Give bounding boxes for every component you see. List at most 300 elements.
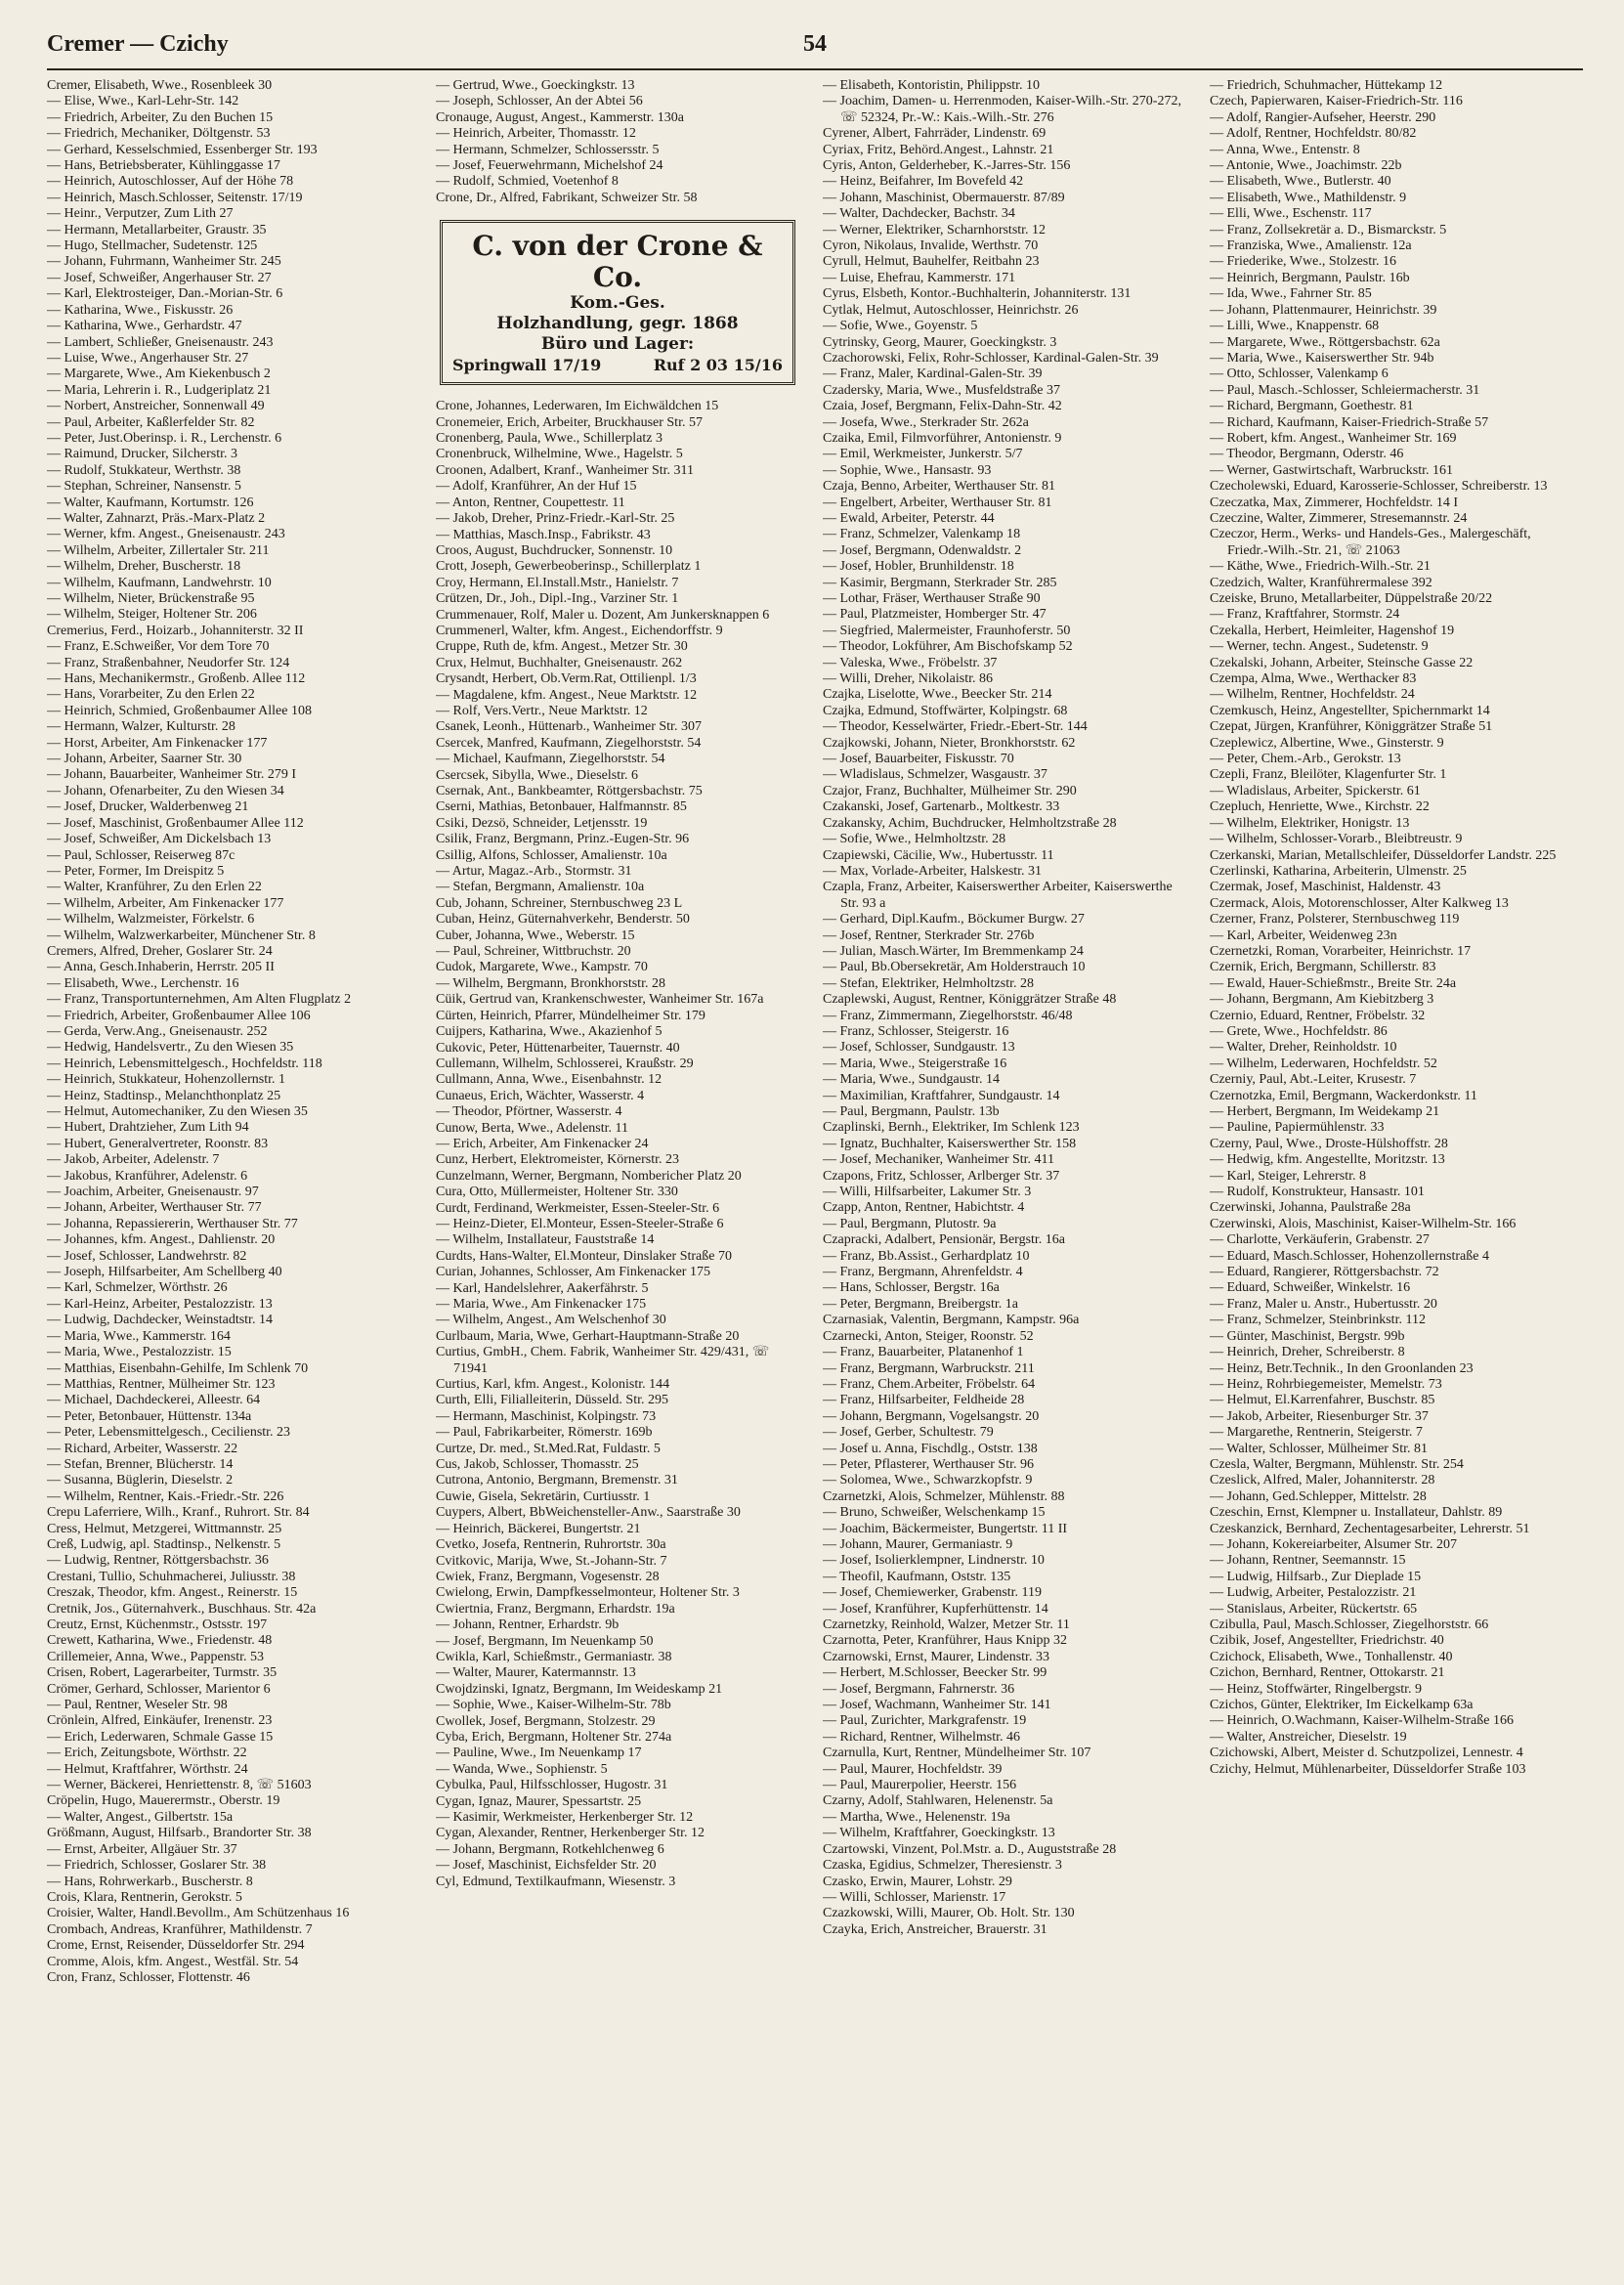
directory-entry: Cserni, Mathias, Betonbauer, Halfmannstr. 85: [436, 799, 687, 815]
directory-entry: — Franz, Chem.Arbeiter, Fröbelstr. 64: [823, 1376, 1036, 1392]
directory-entry: — Friedrich, Schuhmacher, Hüttekamp 12: [1210, 78, 1443, 93]
directory-entry: — Paul, Rentner, Weseler Str. 98: [47, 1698, 228, 1713]
directory-entry: — Martha, Wwe., Helenenstr. 19a: [823, 1809, 1010, 1825]
directory-entry: — Heinrich, Schmied, Großenbaumer Allee 108: [47, 703, 312, 718]
directory-entry: — Anna, Gesch.Inhaberin, Herrstr. 205 II: [47, 960, 275, 975]
directory-entry: Czech, Papierwaren, Kaiser-Friedrich-Str. 116: [1210, 94, 1463, 109]
directory-entry: — Karl, Handelslehrer, Aakerfährstr. 5: [436, 1280, 649, 1296]
column-2: [436, 78, 799, 2277]
directory-entry: — Max, Vorlade-Arbeiter, Halskestr. 31: [823, 863, 1043, 879]
directory-entry: Csilik, Franz, Bergmann, Prinz.-Eugen-Str. 96: [436, 832, 690, 847]
directory-entry: Cwollek, Josef, Bergmann, Stolzestr. 29: [436, 1713, 656, 1729]
directory-entry: Cronauge, August, Angest., Kammerstr. 130a: [436, 109, 684, 125]
directory-entry: — Franz, E.Schweißer, Vor dem Tore 70: [47, 639, 270, 655]
directory-entry: — Eduard, Schweißer, Winkelstr. 16: [1210, 1280, 1411, 1296]
directory-entry: — Karl, Schmelzer, Wörthstr. 26: [47, 1280, 228, 1296]
directory-entry: Crewett, Katharina, Wwe., Friedenstr. 48: [47, 1633, 273, 1649]
directory-entry: Czazkowski, Willi, Maurer, Ob. Holt. Str. 130: [823, 1906, 1075, 1921]
directory-entry: — Heinrich, Bergmann, Paulstr. 16b: [1210, 270, 1410, 285]
directory-entry: — Theodor, Kesselwärter, Friedr.-Ebert-Str. 144: [823, 719, 1088, 735]
directory-entry: — Wilhelm, Bergmann, Bronkhorststr. 28: [436, 975, 665, 991]
directory-entry: Crillemeier, Anna, Wwe., Pappenstr. 53: [47, 1649, 264, 1664]
directory-entry: — Paul, Platzmeister, Homberger Str. 47: [823, 607, 1047, 623]
directory-entry: Cybulka, Paul, Hilfsschlosser, Hugostr. 31: [436, 1778, 668, 1793]
directory-entry: Czapp, Anton, Rentner, Habichtstr. 4: [823, 1200, 1025, 1216]
directory-entry: Czernio, Eduard, Rentner, Fröbelstr. 32: [1210, 1008, 1426, 1023]
directory-entry: Cyron, Nikolaus, Invalide, Werthstr. 70: [823, 238, 1039, 254]
directory-entry: — Jakob, Arbeiter, Adelenstr. 7: [47, 1152, 220, 1168]
directory-entry: Crummenauer, Rolf, Maler u. Dozent, Am Junkersknappen 6: [436, 607, 770, 623]
directory-entry: — Ludwig, Rentner, Röttgersbachstr. 36: [47, 1553, 269, 1569]
directory-entry: — Karl, Elektrosteiger, Dan.-Morian-Str. 6: [47, 286, 283, 302]
directory-entry: Curtius, GmbH., Chem. Fabrik, Wanheimer Str. 429/431, ☏ 71941: [436, 1345, 770, 1376]
directory-entry: — Josef u. Anna, Fischdlg., Oststr. 138: [823, 1441, 1038, 1456]
directory-entry: Crois, Klara, Rentnerin, Gerokstr. 5: [47, 1889, 242, 1905]
directory-entry: Czaika, Emil, Filmvorführer, Antonienstr. 9: [823, 430, 1062, 446]
directory-entry: — Hans, Rohrwerkarb., Buscherstr. 8: [47, 1874, 253, 1889]
directory-entry: Crome, Ernst, Reisender, Düsseldorfer Str. 294: [47, 1938, 305, 1954]
directory-entry: Czemkusch, Heinz, Angestellter, Spichernmarkt 14: [1210, 703, 1490, 718]
directory-entry: Croisier, Walter, Handl.Bevollm., Am Schützenhaus 16: [47, 1906, 350, 1921]
directory-entry: — Johann, Arbeiter, Werthauser Str. 77: [47, 1200, 262, 1216]
directory-entry: — Josef, Schlosser, Landwehrstr. 82: [47, 1248, 247, 1264]
ad-phone: Ruf 2 03 15/16: [653, 356, 783, 375]
directory-entry: Czarnetzky, Reinhold, Walzer, Metzer Str. 11: [823, 1617, 1070, 1632]
directory-entry: — Peter, Former, Im Dreispitz 5: [47, 863, 225, 879]
directory-entry: Curth, Elli, Filialleiterin, Düsseld. Str. 295: [436, 1393, 668, 1408]
directory-entry: — Franz, Schmelzer, Valenkamp 18: [823, 527, 1021, 542]
directory-entry: — Peter, Bergmann, Breibergstr. 1a: [823, 1296, 1018, 1312]
directory-entry: — Paul, Maurerpolier, Heerstr. 156: [823, 1778, 1017, 1793]
directory-entry: — Josef, Chemiewerker, Grabenstr. 119: [823, 1585, 1043, 1601]
directory-entry: — Hubert, Generalvertreter, Roonstr. 83: [47, 1136, 269, 1151]
directory-entry: — Helmut, Automechaniker, Zu den Wiesen 35: [47, 1104, 308, 1119]
directory-entry: — Maria, Wwe., Pestalozzistr. 15: [47, 1345, 232, 1360]
directory-entry: — Hermann, Metallarbeiter, Graustr. 35: [47, 222, 267, 237]
directory-entry: — Johann, Kokereiarbeiter, Alsumer Str. 207: [1210, 1536, 1457, 1552]
directory-entry: Cyris, Anton, Gelderheber, K.-Jarres-Str. 156: [823, 158, 1071, 174]
page-header: [47, 29, 1583, 70]
directory-entry: Cyriax, Fritz, Behörd.Angest., Lahnstr. 21: [823, 142, 1054, 157]
directory-entry: — Stefan, Elektriker, Helmholtzstr. 28: [823, 975, 1035, 991]
directory-entry: — Matthias, Eisenbahn-Gehilfe, Im Schlenk 70: [47, 1360, 309, 1376]
directory-entry: Czeiske, Bruno, Metallarbeiter, Düppelstraße 20/22: [1210, 591, 1493, 606]
directory-entry: — Franziska, Wwe., Amalienstr. 12a: [1210, 238, 1412, 254]
directory-entry: — Stanislaus, Arbeiter, Rückertstr. 65: [1210, 1601, 1418, 1617]
directory-entry: — Pauline, Papiermühlenstr. 33: [1210, 1120, 1385, 1136]
directory-entry: Csercek, Manfred, Kaufmann, Ziegelhorststr. 54: [436, 735, 702, 751]
directory-entry: Czermack, Alois, Motorenschlosser, Alter Kalkweg 13: [1210, 895, 1509, 911]
directory-entry: — Paul, Schlosser, Reiserweg 87c: [47, 847, 235, 863]
directory-entry: — Lothar, Fräser, Werthauser Straße 90: [823, 591, 1041, 606]
directory-entry: Czayka, Erich, Anstreicher, Brauerstr. 31: [823, 1921, 1047, 1937]
directory-entry: Creszak, Theodor, kfm. Angest., Reinerstr. 15: [47, 1585, 298, 1601]
directory-entry: Czedzich, Walter, Kranführermalese 392: [1210, 575, 1432, 590]
directory-entry: Csanek, Leonh., Hüttenarb., Wanheimer Str. 307: [436, 719, 702, 735]
directory-entry: Crone, Johannes, Lederwaren, Im Eichwäldchen 15: [436, 399, 719, 414]
directory-entry: — Franz, Zollsekretär a. D., Bismarckstr. 5: [1210, 222, 1447, 237]
directory-entry: — Eduard, Masch.Schlosser, Hohenzollernstraße 4: [1210, 1248, 1489, 1264]
directory-entry: — Franz, Maler, Kardinal-Galen-Str. 39: [823, 366, 1043, 382]
directory-entry: — Johannes, kfm. Angest., Dahlienstr. 20: [47, 1232, 276, 1248]
directory-entry: — Gerhard, Dipl.Kaufm., Böckumer Burgw. 27: [823, 912, 1085, 927]
running-title: Cremer — Czichy: [47, 31, 229, 57]
directory-entry: Cygan, Alexander, Rentner, Herkenberger Str. 12: [436, 1826, 705, 1841]
directory-entry: — Hermann, Maschinist, Kolpingstr. 73: [436, 1408, 657, 1424]
directory-entry: Creutz, Ernst, Küchenmstr., Ostsstr. 197: [47, 1617, 268, 1632]
directory-entry: Cunow, Berta, Wwe., Adelenstr. 11: [436, 1120, 629, 1136]
directory-entry: — Erich, Arbeiter, Am Finkenacker 24: [436, 1136, 649, 1151]
directory-entry: Cunaeus, Erich, Wächter, Wasserstr. 4: [436, 1088, 645, 1103]
directory-entry: — Josef, Schweißer, Am Dickelsbach 13: [47, 832, 272, 847]
directory-entry: — Erich, Zeitungsbote, Wörthstr. 22: [47, 1746, 247, 1761]
directory-entry: Czarnulla, Kurt, Rentner, Mündelheimer Str. 107: [823, 1746, 1091, 1761]
column-1: [47, 78, 410, 2277]
directory-entry: Czarnasiak, Valentin, Bergmann, Kampstr. 96a: [823, 1313, 1080, 1328]
directory-entry: — Wilhelm, Lederwaren, Hochfeldstr. 52: [1210, 1056, 1437, 1071]
directory-entry: — Matthias, Rentner, Mülheimer Str. 123: [47, 1376, 276, 1392]
ad-company-type: Kom.-Ges.: [570, 293, 665, 314]
directory-entry: Crummenerl, Walter, kfm. Angest., Eichendorffstr. 9: [436, 623, 723, 638]
directory-entry: — Lambert, Schließer, Gneisenaustr. 243: [47, 334, 274, 350]
directory-entry: Cyrus, Elsbeth, Kontor.-Buchhalterin, Johanniterstr. 131: [823, 286, 1132, 302]
directory-entry: — Franz, Bergmann, Ahrenfeldstr. 4: [823, 1265, 1023, 1280]
directory-entry: — Josef, Bergmann, Fahrnerstr. 36: [823, 1681, 1015, 1697]
directory-entry: Czasko, Erwin, Maurer, Lohstr. 29: [823, 1874, 1012, 1889]
directory-entry: — Johann, Plattenmaurer, Heinrichstr. 39: [1210, 302, 1437, 318]
directory-entry: Czernotzka, Emil, Bergmann, Wackerdonkstr. 11: [1210, 1088, 1477, 1103]
directory-entry: — Willi, Schlosser, Marienstr. 17: [823, 1889, 1006, 1905]
directory-entry: Czapracki, Adalbert, Pensionär, Bergstr. 16a: [823, 1232, 1066, 1248]
directory-entry: Cunzelmann, Werner, Bergmann, Nombericher Platz 20: [436, 1168, 742, 1184]
directory-entry: — Paul, Bergmann, Paulstr. 13b: [823, 1104, 1000, 1119]
directory-entry: Czakanski, Josef, Gartenarb., Moltkestr. 33: [823, 799, 1060, 815]
directory-entry: Cretnik, Jos., Güternahverk., Buschhaus. Str. 42a: [47, 1601, 317, 1617]
directory-entry: — Josef, Rentner, Sterkrader Str. 276b: [823, 927, 1035, 943]
directory-entry: — Ewald, Hauer-Schießmstr., Breite Str. 24a: [1210, 975, 1457, 991]
directory-entry: — Josef, Feuerwehrmann, Michelshof 24: [436, 158, 663, 174]
directory-entry: — Franz, Maler u. Anstr., Hubertusstr. 20: [1210, 1296, 1437, 1312]
directory-entry: — Horst, Arbeiter, Am Finkenacker 177: [47, 735, 268, 751]
directory-entry: — Franz, Kraftfahrer, Stormstr. 24: [1210, 607, 1400, 623]
directory-entry: — Sofie, Wwe., Helmholtzstr. 28: [823, 832, 1006, 847]
ad-office-label: Büro und Lager:: [540, 334, 695, 355]
directory-entry: Czarnecki, Anton, Steiger, Roonstr. 52: [823, 1328, 1034, 1344]
directory-entry: — Maria, Wwe., Kammerstr. 164: [47, 1328, 231, 1344]
page-number: 54: [803, 31, 827, 57]
directory-entry: — Richard, Rentner, Wilhelmstr. 46: [823, 1729, 1020, 1745]
directory-entry: — Sophie, Wwe., Hansastr. 93: [823, 462, 992, 478]
directory-entry: Crux, Helmut, Buchhalter, Gneisenaustr. 262: [436, 655, 683, 670]
directory-entry: — Heinrich, Lebensmittelgesch., Hochfeldstr. 118: [47, 1056, 322, 1071]
directory-entry: — Antonie, Wwe., Joachimstr. 22b: [1210, 158, 1402, 174]
directory-entry: — Franz, Bauarbeiter, Platanenhof 1: [823, 1345, 1024, 1360]
directory-entry: — Walter, Zahnarzt, Präs.-Marx-Platz 2: [47, 510, 266, 526]
directory-entry: — Adolf, Kranführer, An der Huf 15: [436, 479, 637, 495]
directory-entry: — Richard, Arbeiter, Wasserstr. 22: [47, 1441, 238, 1456]
directory-entry: — Karl-Heinz, Arbeiter, Pestalozzistr. 13: [47, 1296, 273, 1312]
directory-entry: Crisen, Robert, Lagerarbeiter, Turmstr. 35: [47, 1665, 278, 1681]
directory-entry: — Margarete, Wwe., Am Kiekenbusch 2: [47, 366, 271, 382]
directory-entry: — Walter, Dreher, Reinholdstr. 10: [1210, 1040, 1397, 1056]
directory-entry: Cronenberg, Paula, Wwe., Schillerplatz 3: [436, 431, 662, 447]
directory-entry: — Wilhelm, Steiger, Holtener Str. 206: [47, 607, 257, 623]
directory-entry: — Josef, Gerber, Schultestr. 79: [823, 1425, 994, 1441]
directory-entry: Csercsek, Sibylla, Wwe., Dieselstr. 6: [436, 767, 638, 783]
directory-entry: — Katharina, Wwe., Gerhardstr. 47: [47, 319, 242, 334]
directory-entry: — Wilhelm, Arbeiter, Am Finkenacker 177: [47, 895, 284, 911]
directory-entry: — Friederike, Wwe., Stolzestr. 16: [1210, 254, 1397, 270]
ad-company-name: C. von der Crone & Co.: [472, 230, 763, 294]
directory-entry: — Heinrich, Masch.Schlosser, Seitenstr. 17/19: [47, 190, 303, 205]
directory-entry: — Franz, Schlosser, Steigerstr. 16: [823, 1023, 1009, 1039]
directory-entry: — Hans, Mechanikermstr., Großenb. Allee 112: [47, 671, 306, 687]
directory-entry: Czerkanski, Marian, Metallschleifer, Düsseldorfer Landstr. 225: [1210, 847, 1557, 863]
directory-entry: Crömer, Gerhard, Schlosser, Marientor 6: [47, 1681, 271, 1697]
directory-entry: Czeschin, Ernst, Klempner u. Installateur, Dahlstr. 89: [1210, 1505, 1503, 1521]
directory-entry: — Friedrich, Arbeiter, Zu den Buchen 15: [47, 109, 274, 125]
directory-entry: — Maria, Wwe., Steigerstraße 16: [823, 1056, 1007, 1071]
directory-entry: — Margarete, Wwe., Röttgersbachstr. 62a: [1210, 334, 1440, 350]
directory-entry: Croonen, Adalbert, Kranf., Wanheimer Str. 311: [436, 462, 695, 478]
directory-entry: — Ernst, Arbeiter, Allgäuer Str. 37: [47, 1841, 237, 1857]
directory-entry: — Charlotte, Verkäuferin, Grabenstr. 27: [1210, 1232, 1430, 1248]
directory-entry: — Käthe, Wwe., Friedrich-Wilh.-Str. 21: [1210, 559, 1431, 575]
directory-entry: — Elisabeth, Wwe., Lerchenstr. 16: [47, 975, 239, 991]
directory-entry: Cuypers, Albert, BbWeichensteller-Anw., Saarstraße 30: [436, 1505, 741, 1521]
directory-entry: — Richard, Kaufmann, Kaiser-Friedrich-Straße 57: [1210, 414, 1489, 430]
directory-entry: — Josef, Schlosser, Sundgaustr. 13: [823, 1040, 1015, 1056]
directory-entry: Cuijpers, Katharina, Wwe., Akazienhof 5: [436, 1024, 662, 1040]
directory-entry: Cub, Johann, Schreiner, Sternbuschweg 23 L: [436, 895, 683, 911]
directory-entry: Czarnotta, Peter, Kranführer, Haus Knipp 32: [823, 1633, 1068, 1649]
directory-entry: — Stefan, Brenner, Blücherstr. 14: [47, 1456, 234, 1472]
directory-entry: Crombach, Andreas, Kranführer, Mathildenstr. 7: [47, 1921, 313, 1937]
directory-entry: — Otto, Schlosser, Valenkamp 6: [1210, 366, 1389, 382]
directory-entry: Czekalla, Herbert, Heimleiter, Hagenshof 19: [1210, 623, 1455, 638]
directory-entry: — Maria, Lehrerin i. R., Ludgeriplatz 21: [47, 382, 272, 398]
directory-entry: Czepli, Franz, Bleilöter, Klagenfurter Str. 1: [1210, 767, 1447, 783]
directory-entry: — Ludwig, Dachdecker, Weinstadtstr. 14: [47, 1313, 273, 1328]
directory-entry: Crestani, Tullio, Schuhmacherei, Juliusstr. 38: [47, 1569, 296, 1584]
directory-entry: Czichon, Bernhard, Rentner, Ottokarstr. 21: [1210, 1665, 1445, 1681]
directory-entry: Cvetko, Josefa, Rentnerin, Ruhrortstr. 30a: [436, 1537, 666, 1553]
directory-entry: Czarnowski, Ernst, Maurer, Lindenstr. 33: [823, 1649, 1049, 1664]
directory-entry: — Franz, Zimmermann, Ziegelhorststr. 46/48: [823, 1008, 1073, 1023]
directory-entry: Cutrona, Antonio, Bergmann, Bremenstr. 31: [436, 1473, 678, 1488]
directory-entry: — Magdalene, kfm. Angest., Neue Marktstr. 12: [436, 687, 698, 703]
directory-entry: Crönlein, Alfred, Einkäufer, Irenenstr. 23: [47, 1713, 273, 1729]
directory-entry: Csiki, Dezsö, Schneider, Letjensstr. 19: [436, 815, 648, 831]
directory-entry: — Franz, Transportunternehmen, Am Alten Flugplatz 2: [47, 992, 352, 1008]
directory-entry: Cwielong, Erwin, Dampfkesselmonteur, Holtener Str. 3: [436, 1585, 740, 1601]
directory-entry: — Rudolf, Konstrukteur, Hansastr. 101: [1210, 1185, 1425, 1200]
directory-entry: — Wilhelm, Arbeiter, Zillertaler Str. 211: [47, 542, 270, 558]
directory-entry: Czarny, Adolf, Stahlwaren, Helenenstr. 5a: [823, 1793, 1053, 1809]
directory-entry: — Walter, Anstreicher, Dieselstr. 19: [1210, 1729, 1407, 1745]
directory-entry: Curdt, Ferdinand, Werkmeister, Essen-Steeler-Str. 6: [436, 1200, 720, 1216]
directory-entry: — Johann, Bergmann, Vogelsangstr. 20: [823, 1408, 1040, 1424]
directory-entry: Cremerius, Ferd., Hoizarb., Johanniterstr. 32 II: [47, 623, 304, 638]
directory-entry: — Wanda, Wwe., Sophienstr. 5: [436, 1761, 608, 1777]
directory-entry: — Kasimir, Werkmeister, Herkenberger Str. 12: [436, 1810, 694, 1825]
directory-entry: — Hubert, Drahtzieher, Zum Lith 94: [47, 1120, 249, 1136]
directory-entry: Cukovic, Peter, Hüttenarbeiter, Tauernstr. 40: [436, 1040, 680, 1056]
directory-entry: — Elisabeth, Wwe., Butlerstr. 40: [1210, 174, 1391, 190]
directory-entry: — Franz, Schmelzer, Steinbrinkstr. 112: [1210, 1313, 1426, 1328]
directory-entry: — Werner, kfm. Angest., Gneisenaustr. 243: [47, 527, 285, 542]
directory-entry: — Paul, Zurichter, Markgrafenstr. 19: [823, 1713, 1027, 1729]
directory-entry: — Herbert, M.Schlosser, Beecker Str. 99: [823, 1665, 1047, 1681]
directory-entry: — Friedrich, Schlosser, Goslarer Str. 38: [47, 1858, 267, 1874]
directory-entry: — Franz, Hilfsarbeiter, Feldheide 28: [823, 1393, 1025, 1408]
directory-entry: Cremers, Alfred, Dreher, Goslarer Str. 24: [47, 943, 273, 959]
directory-entry: — Josef, Isolierklempner, Lindnerstr. 10: [823, 1553, 1045, 1569]
directory-entry: Czajka, Liselotte, Wwe., Beecker Str. 214: [823, 687, 1052, 703]
directory-entry: — Josef, Bergmann, Im Neuenkamp 50: [436, 1633, 654, 1649]
directory-entry: — Margarethe, Rentnerin, Steigerstr. 7: [1210, 1425, 1423, 1441]
directory-entry: Czerny, Paul, Wwe., Droste-Hülshoffstr. 28: [1210, 1136, 1448, 1151]
directory-entry: — Lilli, Wwe., Knappenstr. 68: [1210, 319, 1380, 334]
directory-entry: Cus, Jakob, Schlosser, Thomasstr. 25: [436, 1457, 639, 1473]
directory-entry: — Paul, Bergmann, Plutostr. 9a: [823, 1216, 997, 1231]
directory-entry: Cronemeier, Erich, Arbeiter, Bruckhauser Str. 57: [436, 414, 703, 430]
directory-entry: Csillig, Alfons, Schlosser, Amalienstr. 10a: [436, 847, 667, 863]
directory-entry: — Stefan, Bergmann, Amalienstr. 10a: [436, 880, 645, 895]
directory-entry: — Walter, Angest., Gilbertstr. 15a: [47, 1809, 234, 1825]
directory-entry: — Elisabeth, Wwe., Mathildenstr. 9: [1210, 190, 1407, 205]
directory-entry: Czibulla, Paul, Masch.Schlosser, Ziegelhorststr. 66: [1210, 1617, 1489, 1632]
directory-entry: — Josef, Bauarbeiter, Fiskusstr. 70: [823, 752, 1014, 767]
directory-entry: — Joseph, Hilfsarbeiter, Am Schellberg 40: [47, 1265, 282, 1280]
directory-entry: Czerwinski, Alois, Maschinist, Kaiser-Wilhelm-Str. 166: [1210, 1216, 1517, 1231]
directory-entry: Cyba, Erich, Bergmann, Holtener Str. 274a: [436, 1729, 672, 1745]
directory-entry: — Heinrich, Dreher, Schreiberstr. 8: [1210, 1345, 1405, 1360]
directory-entry: — Hans, Schlosser, Bergstr. 16a: [823, 1280, 1000, 1296]
directory-entry: Cürten, Heinrich, Pfarrer, Mündelheimer Str. 179: [436, 1008, 705, 1023]
directory-entry: — Walter, Dachdecker, Bachstr. 34: [823, 206, 1015, 222]
directory-entry: — Pauline, Wwe., Im Neuenkamp 17: [436, 1746, 642, 1761]
directory-entry: Cyl, Edmund, Textilkaufmann, Wiesenstr. 3: [436, 1874, 676, 1889]
directory-entry: — Erich, Lederwaren, Schmale Gasse 15: [47, 1729, 274, 1745]
directory-entry: — Adolf, Rangier-Aufseher, Heerstr. 290: [1210, 109, 1436, 125]
directory-entry: — Julian, Masch.Wärter, Im Bremmenkamp 24: [823, 943, 1084, 959]
directory-entry: — Josef, Hobler, Brunhildenstr. 18: [823, 559, 1014, 575]
directory-entry: — Anton, Rentner, Coupettestr. 11: [436, 495, 625, 510]
directory-entry: — Johann, Arbeiter, Saarner Str. 30: [47, 752, 242, 767]
directory-entry: — Gertrud, Wwe., Goeckingkstr. 13: [436, 78, 635, 93]
directory-entry: — Hermann, Walzer, Kulturstr. 28: [47, 719, 235, 735]
directory-entry: Cuwie, Gisela, Sekretärin, Curtiusstr. 1: [436, 1488, 651, 1504]
directory-entry: — Ida, Wwe., Fahrner Str. 85: [1210, 286, 1372, 302]
directory-entry: — Wilhelm, Nieter, Brückenstraße 95: [47, 591, 255, 606]
directory-entry: — Theodor, Lokführer, Am Bischofskamp 52: [823, 639, 1073, 655]
directory-entry: — Peter, Just.Oberinsp. i. R., Lerchenstr. 6: [47, 430, 282, 446]
directory-entry: — Ignatz, Buchhalter, Kaiserswerther Str. 158: [823, 1136, 1077, 1151]
directory-entry: — Jakobus, Kranführer, Adelenstr. 6: [47, 1168, 248, 1184]
directory-entry: — Rudolf, Stukkateur, Werthstr. 38: [47, 462, 241, 478]
directory-entry: — Heinz, Rohrbiegemeister, Memelstr. 73: [1210, 1376, 1442, 1392]
directory-entry: Cwiek, Franz, Bergmann, Vogesenstr. 28: [436, 1569, 660, 1584]
directory-entry: Cyrener, Albert, Fahrräder, Lindenstr. 69: [823, 126, 1047, 142]
directory-entry: — Helmut, El.Karrenfahrer, Buschstr. 85: [1210, 1393, 1435, 1408]
directory-entry: Czartowski, Vinzent, Pol.Mstr. a. D., Auguststraße 28: [823, 1841, 1117, 1857]
directory-entry: — Paul, Schreiner, Wittbruchstr. 20: [436, 944, 631, 960]
directory-entry: Cüik, Gertrud van, Krankenschwester, Wanheimer Str. 167a: [436, 992, 764, 1008]
directory-entry: — Ewald, Arbeiter, Peterstr. 44: [823, 510, 995, 526]
directory-entry: — Wilhelm, Rentner, Kais.-Friedr.-Str. 226: [47, 1488, 284, 1504]
directory-entry: — Wilhelm, Angest., Am Welschenhof 30: [436, 1313, 666, 1328]
directory-entry: Cronenbruck, Wilhelmine, Wwe., Hagelstr. 5: [436, 447, 683, 462]
directory-entry: — Rolf, Vers.Vertr., Neue Marktstr. 12: [436, 703, 648, 718]
directory-entry: — Bruno, Schweißer, Welschenkamp 15: [823, 1505, 1046, 1521]
directory-entry: Cwojdzinski, Ignatz, Bergmann, Im Weideskamp 21: [436, 1681, 723, 1697]
directory-entry: — Susanna, Büglerin, Dieselstr. 2: [47, 1473, 234, 1488]
directory-entry: Czecholewski, Eduard, Karosserie-Schlosser, Schreiberstr. 13: [1210, 479, 1548, 495]
directory-entry: Czapons, Fritz, Schlosser, Arlberger Str. 37: [823, 1168, 1060, 1184]
directory-entry: — Elisabeth, Kontoristin, Philippstr. 10: [823, 78, 1041, 93]
directory-entry: — Werner, Gastwirtschaft, Warbruckstr. 161: [1210, 462, 1453, 478]
directory-entry: — Luise, Wwe., Angerhauser Str. 27: [47, 350, 249, 366]
directory-entry: — Heinrich, Autoschlosser, Auf der Höhe 78: [47, 174, 294, 190]
directory-entry: Czerwinski, Johanna, Paulstraße 28a: [1210, 1200, 1411, 1216]
directory-entry: — Wilhelm, Walzwerkarbeiter, Münchener Str. 8: [47, 927, 316, 943]
directory-entry: — Heinr., Verputzer, Zum Lith 27: [47, 206, 234, 222]
directory-entry: Crott, Joseph, Gewerbeoberinsp., Schillerplatz 1: [436, 559, 702, 575]
directory-entry: — Willi, Hilfsarbeiter, Lakumer Str. 3: [823, 1185, 1032, 1200]
directory-entry: Cudok, Margarete, Wwe., Kampstr. 70: [436, 960, 648, 975]
directory-entry: — Wilhelm, Installateur, Fauststraße 14: [436, 1232, 655, 1248]
directory-entry: — Johanna, Repassiererin, Werthauser Str. 77: [47, 1216, 298, 1231]
directory-entry: — Adolf, Rentner, Hochfeldstr. 80/82: [1210, 126, 1417, 142]
directory-entry: — Paul, Masch.-Schlosser, Schleiermacherstr. 31: [1210, 382, 1480, 398]
directory-entry: — Paul, Arbeiter, Kaßlerfelder Str. 82: [47, 414, 255, 430]
directory-entry: — Sofie, Wwe., Goyenstr. 5: [823, 319, 978, 334]
directory-entry: Czarnetzki, Alois, Schmelzer, Mühlenstr. 88: [823, 1488, 1065, 1504]
directory-entry: — Heinz, Betr.Technik., In den Groonlanden 23: [1210, 1360, 1474, 1376]
directory-entry: — Maria, Wwe., Kaiserswerther Str. 94b: [1210, 350, 1434, 366]
directory-entry: — Wilhelm, Walzmeister, Förkelstr. 6: [47, 912, 255, 927]
directory-entry: Czepluch, Henriette, Wwe., Kirchstr. 22: [1210, 799, 1430, 815]
directory-entry: — Walter, Maurer, Katermannstr. 13: [436, 1665, 636, 1681]
directory-entry: — Johann, Bauarbeiter, Wanheimer Str. 279 I: [47, 767, 297, 783]
directory-entry: Cwiertnia, Franz, Bergmann, Erhardstr. 19a: [436, 1601, 675, 1617]
directory-entry: Czajor, Franz, Buchhalter, Mülheimer Str. 290: [823, 783, 1077, 798]
directory-entry: Czapla, Franz, Arbeiter, Kaiserswerther Arbeiter, Kaiserswerthe Str. 93 a: [823, 880, 1173, 911]
directory-entry: — Franz, Straßenbahner, Neudorfer Str. 124: [47, 655, 290, 670]
directory-entry: — Johann, Maurer, Germaniastr. 9: [823, 1536, 1013, 1552]
directory-entry: Czaska, Egidius, Schmelzer, Theresienstr. 3: [823, 1858, 1062, 1874]
directory-entry: Czeskanzick, Bernhard, Zechentagesarbeiter, Lehrerstr. 51: [1210, 1521, 1530, 1536]
directory-entry: Czeczatka, Max, Zimmerer, Hochfeldstr. 14 I: [1210, 495, 1459, 510]
directory-entry: — Wilhelm, Elektriker, Honigstr. 13: [1210, 815, 1410, 831]
directory-entry: Czeczor, Herm., Werks- und Handels-Ges., Malergeschäft, Friedr.-Wilh.-Str. 21, ☏ 21063: [1210, 527, 1531, 558]
directory-entry: — Johann, Maschinist, Obermauerstr. 87/89: [823, 190, 1065, 205]
directory-entry: Czerlinski, Katharina, Arbeiterin, Ulmenstr. 25: [1210, 863, 1467, 879]
directory-entry: — Josef, Schweißer, Angerhauser Str. 27: [47, 270, 272, 285]
directory-entry: Cura, Otto, Müllermeister, Holtener Str. 330: [436, 1185, 678, 1200]
directory-entry: — Heinrich, O.Wachmann, Kaiser-Wilhelm-Straße 166: [1210, 1713, 1514, 1729]
directory-entry: Czempa, Alma, Wwe., Werthacker 83: [1210, 671, 1417, 687]
directory-entry: — Johann, Rentner, Seemannstr. 15: [1210, 1553, 1406, 1569]
directory-entry: — Kasimir, Bergmann, Sterkrader Str. 285: [823, 575, 1057, 590]
directory-entry: — Robert, kfm. Angest., Wanheimer Str. 169: [1210, 430, 1457, 446]
directory-entry: — Josef, Bergmann, Odenwaldstr. 2: [823, 542, 1022, 558]
directory-entry: Curdts, Hans-Walter, El.Monteur, Dinslaker Straße 70: [436, 1248, 732, 1264]
directory-entry: Cytrinsky, Georg, Maurer, Goeckingkstr. 3: [823, 334, 1057, 350]
directory-entry: — Johann, Ged.Schlepper, Mittelstr. 28: [1210, 1488, 1427, 1504]
directory-entry: Cromme, Alois, kfm. Angest., Westfäl. Str. 54: [47, 1954, 299, 1969]
